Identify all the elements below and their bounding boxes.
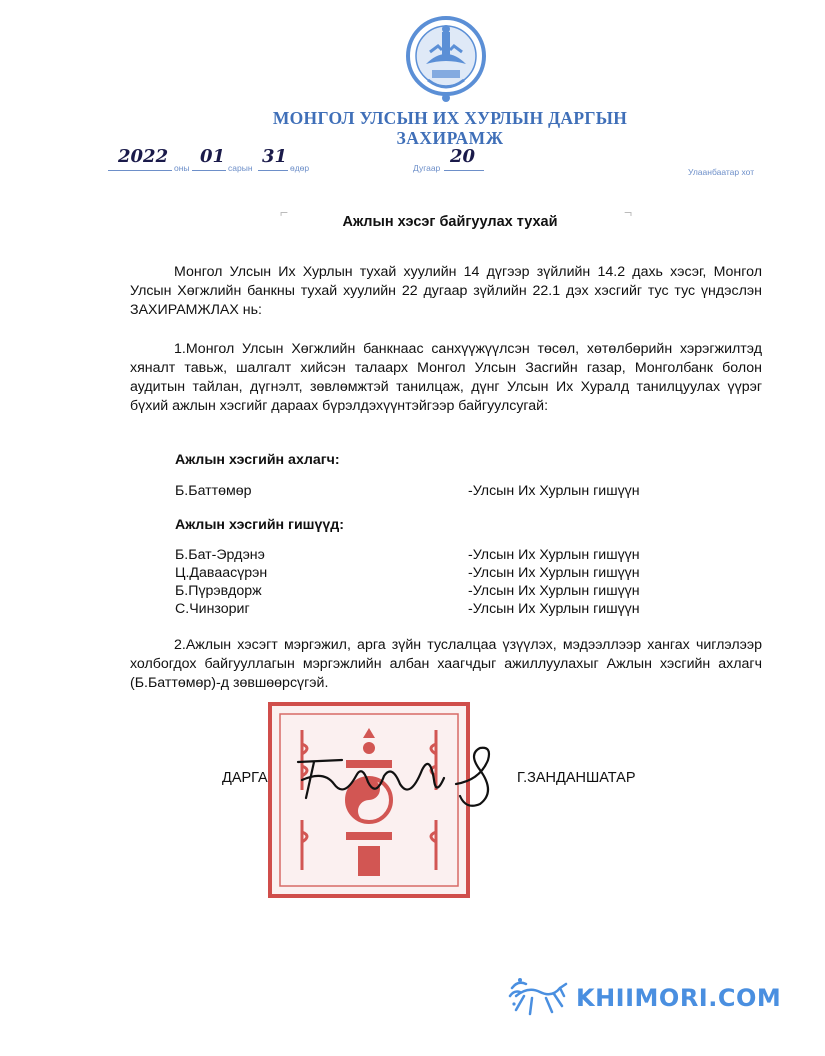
title-corner-left: ⌐ <box>280 204 289 220</box>
member-role: -Улсын Их Хурлын гишүүн <box>468 601 640 617</box>
intro-paragraph: Монгол Улсын Их Хурлын тухай хуулийн 14 дүгээр зүйлийн 14.2 дахь хэсэг, Монгол Улсын Хөгжлийн банкны тухай хуулийн 22 дугаар зүйлийн 22.1 дэх хэсгийг тус тус үндэслэн ЗАХИРАМЖЛАХ нь: <box>130 264 762 318</box>
leader-heading: Ажлын хэсгийн ахлагч: <box>175 452 340 468</box>
date-year-field: 2022 <box>118 146 169 167</box>
member-role: -Улсын Их Хурлын гишүүн <box>468 583 640 599</box>
document-type: ЗАХИРАМЖ <box>396 128 504 148</box>
document-number: 20 <box>450 146 476 167</box>
members-heading: Ажлын хэсгийн гишүүд: <box>175 517 345 533</box>
member-name: Б.Пүрэвдорж <box>175 583 262 599</box>
point-1-paragraph: 1.Монгол Улсын Хөгжлийн банкнаас санхүүжүүлсэн төсөл, хөтөлбөрийн хэрэгжилтэд хяналт тавьж, шалгалт хийсэн талаарх Монгол Улсын Засгийн газар, Монголбанк болон аудитын тайлан, дүгнэлт, зөвлөмжтэй танилцаж, дүнг Улсын Их Хуралд танилцуулах үүрэг бүхий ажлын хэсгийг дараах бүрэлдэхүүнтэйгээр байгуулсугай: <box>130 341 762 414</box>
title-corner-right: ¬ <box>624 204 633 220</box>
leader-role: -Улсын Их Хурлын гишүүн <box>468 483 640 499</box>
date-day-field: 31 <box>262 146 288 167</box>
member-role: -Улсын Их Хурлын гишүүн <box>468 547 640 563</box>
document-title: Ажлын хэсэг байгуулах тухай <box>342 214 558 230</box>
organization-title: МОНГОЛ УЛСЫН ИХ ХУРЛЫН ДАРГЫН <box>272 108 628 128</box>
year-suffix: оны <box>174 163 190 173</box>
signatory-name: Г.ЗАНДАНШАТАР <box>517 770 636 786</box>
date-day-line <box>258 170 288 171</box>
member-name: Ц.Даваасүрэн <box>175 565 268 581</box>
number-label: Дугаар <box>413 163 441 173</box>
leader-name: Б.Баттөмөр <box>175 483 252 499</box>
date-year-line <box>108 170 172 171</box>
date-month-line <box>192 170 226 171</box>
month-suffix: сарын <box>228 163 253 173</box>
date-month-field: 01 <box>200 146 226 167</box>
number-line <box>444 170 484 171</box>
point-2-paragraph: 2.Ажлын хэсэгт мэргэжил, арга зүйн туслалцаа үзүүлэх, мэдээллээр хангах чиглэлээр холбогдох байгууллагын мэргэжлийн албан хаагчдыг ажиллуулахыг Ажлын хэсгийн ахлагч (Б.Баттөмөр)-д зөвшөөрсүгэй. <box>130 637 762 691</box>
member-name: Б.Бат-Эрдэнэ <box>175 547 265 563</box>
place-label: Улаанбаатар хот <box>688 167 755 177</box>
member-name: С.Чинзориг <box>175 601 250 617</box>
day-suffix: өдөр <box>290 163 310 173</box>
watermark-text: KHIIMORI.COM <box>576 984 782 1012</box>
horse-logo-icon <box>506 970 572 1020</box>
member-role: -Улсын Их Хурлын гишүүн <box>468 565 640 581</box>
state-emblem-icon <box>404 14 488 104</box>
handwritten-signature <box>284 740 514 810</box>
signatory-position: ДАРГА <box>222 770 268 786</box>
